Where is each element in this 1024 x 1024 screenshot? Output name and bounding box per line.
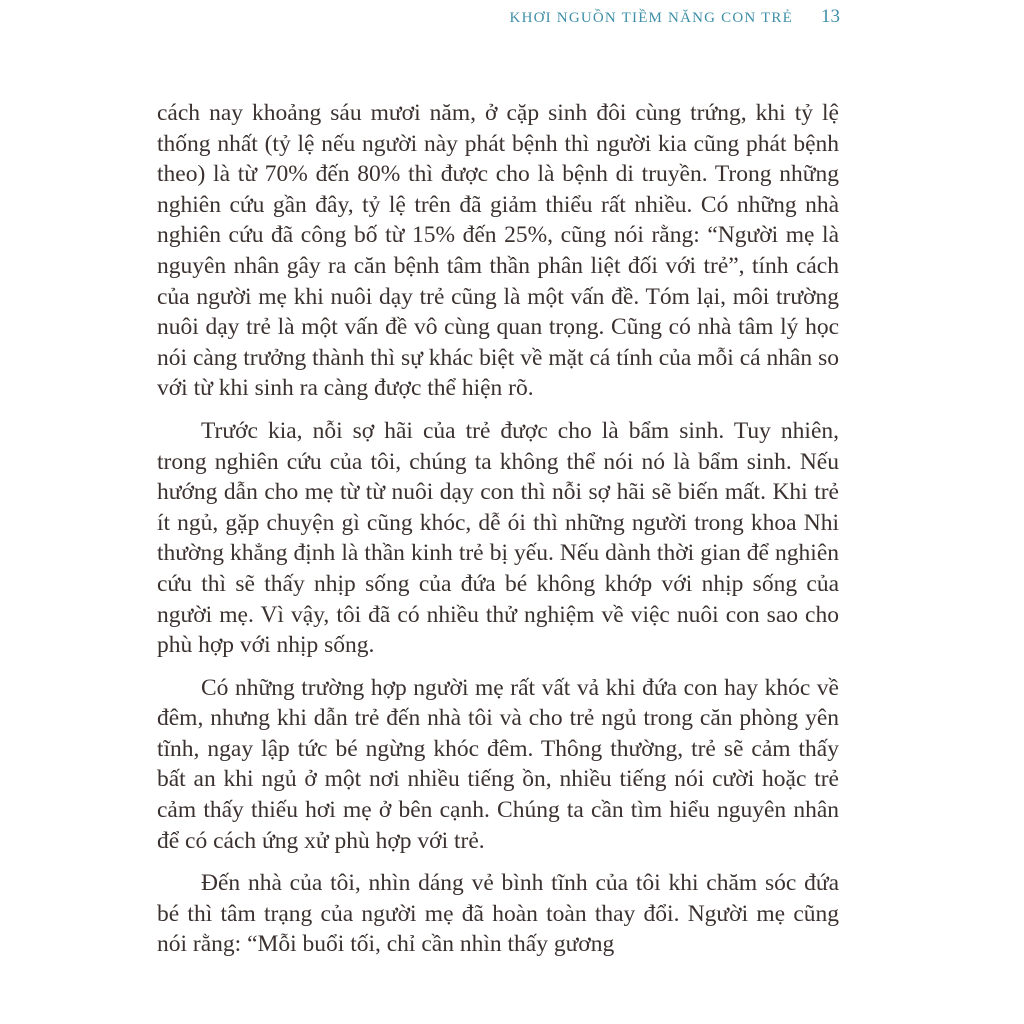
running-title: KHƠI NGUỒN TIỀM NĂNG CON TRẺ	[509, 10, 793, 26]
paragraph-continued: cách nay khoảng sáu mươi năm, ở cặp sinh đôi cùng trứng, khi tỷ lệ thống nhất (tỷ lệ nếu người này phát bệnh thì người kia cũng phát bệnh theo) là từ 70% đến 80% thì được cho là bệnh di truyền. Trong những nghiên cứu gần đây, tỷ lệ trên đã giảm thiểu rất nhiều. Có những nhà nghiên cứu đã công bố từ 15% đến 25%, cũng nói rằng: “Người mẹ là nguyên nhân gây ra căn bệnh tâm thần phân liệt đối với trẻ”, tính cách của người mẹ khi nuôi dạy trẻ cũng là một vấn đề. Tóm lại, môi trường nuôi dạy trẻ là một vấn đề vô cùng quan trọng. Cũng có nhà tâm lý học nói càng trưởng thành thì sự khác biệt về mặt cá tính của mỗi cá nhân so với từ khi sinh ra càng được thể hiện rõ.	[157, 100, 839, 402]
paragraph: Trước kia, nỗi sợ hãi của trẻ được cho là bẩm sinh. Tuy nhiên, trong nghiên cứu của tôi, chúng ta không thể nói nó là bẩm sinh. Nếu hướng dẫn cho mẹ từ từ nuôi dạy con thì nỗi sợ hãi sẽ biến mất. Khi trẻ ít ngủ, gặp chuyện gì cũng khóc, dễ ói thì những người trong khoa Nhi thường khẳng định là thần kinh trẻ bị yếu. Nếu dành thời gian để nghiên cứu thì sẽ thấy nhịp sống của đứa bé không khớp với nhịp sống của người mẹ. Vì vậy, tôi đã có nhiều thử nghiệm về việc nuôi con sao cho phù hợp với nhịp sống.	[157, 417, 839, 659]
paragraph: Có những trường hợp người mẹ rất vất vả khi đứa con hay khóc về đêm, nhưng khi dẫn trẻ đến nhà tôi và cho trẻ ngủ trong căn phòng yên tĩnh, ngay lập tức bé ngừng khóc đêm. Thông thường, trẻ sẽ cảm thấy bất an khi ngủ ở một nơi nhiều tiếng ồn, nhiều tiếng nói cười hoặc trẻ cảm thấy thiếu hơi mẹ ở bên cạnh. Chúng ta cần tìm hiểu nguyên nhân để có cách ứng xử phù hợp với trẻ.	[157, 674, 839, 854]
paragraph: Đến nhà của tôi, nhìn dáng vẻ bình tĩnh của tôi khi chăm sóc đứa bé thì tâm trạng của người mẹ đã hoàn toàn thay đổi. Người mẹ cũng nói rằng: “Mỗi buổi tối, chỉ cần nhìn thấy gương	[157, 870, 839, 958]
body-text	[157, 98, 839, 972]
page-number: 13	[821, 6, 840, 27]
running-header	[440, 6, 840, 30]
